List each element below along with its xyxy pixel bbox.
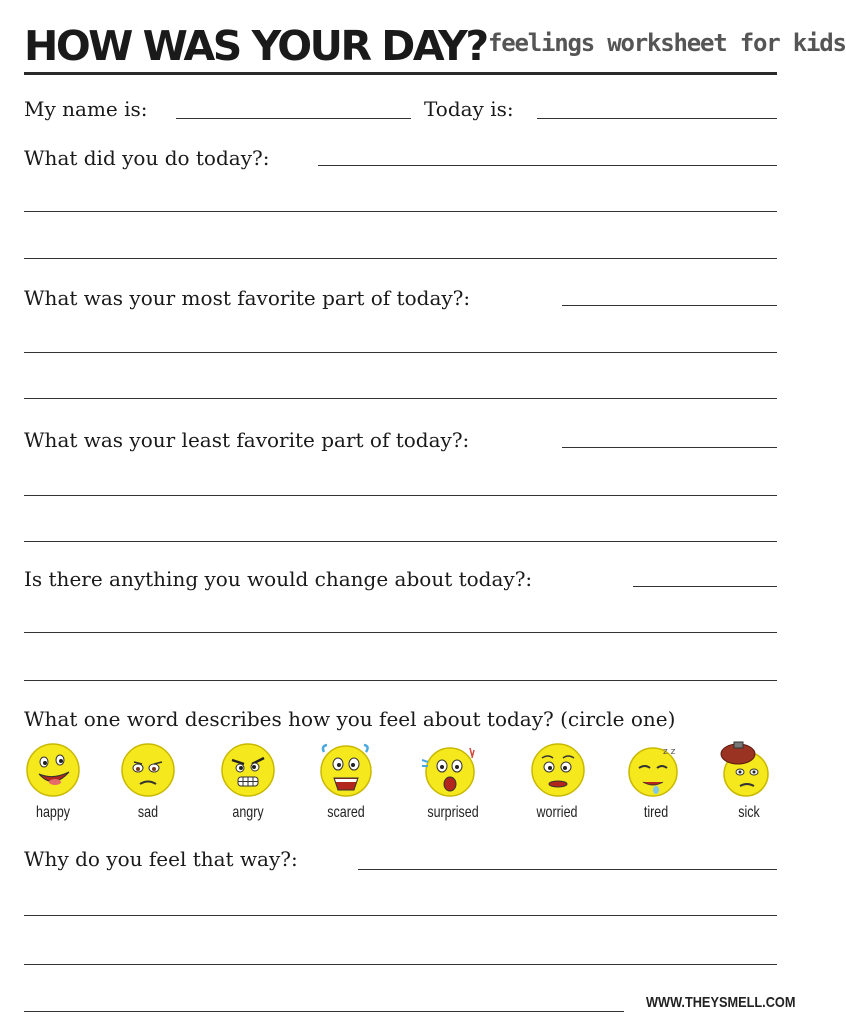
answer-line[interactable]	[633, 586, 777, 587]
feeling-label-tired: tired	[643, 804, 669, 821]
answer-line[interactable]	[562, 447, 777, 448]
answer-line[interactable]	[24, 632, 777, 633]
feeling-label-surprised: surprised	[427, 804, 479, 821]
question-what-did-you-do: What did you do today?:	[24, 146, 270, 170]
scared-face-icon[interactable]	[318, 742, 374, 798]
answer-line[interactable]	[562, 305, 777, 306]
question-why: Why do you feel that way?:	[24, 847, 298, 871]
feeling-label-sad: sad	[137, 804, 159, 821]
tired-face-icon[interactable]	[625, 742, 681, 798]
title-divider	[24, 72, 777, 75]
date-label: Today is:	[424, 97, 514, 121]
angry-face-icon[interactable]	[220, 742, 276, 798]
name-label: My name is:	[24, 97, 148, 121]
answer-line[interactable]	[24, 680, 777, 681]
answer-line[interactable]	[24, 211, 777, 212]
worried-face-icon[interactable]	[530, 742, 586, 798]
answer-line[interactable]	[318, 165, 777, 166]
answer-line[interactable]	[24, 964, 777, 965]
question-least-favorite: What was your least favorite part of today?:	[24, 428, 470, 452]
sad-face-icon[interactable]	[120, 742, 176, 798]
feeling-label-angry: angry	[232, 804, 264, 821]
surprised-face-icon[interactable]	[420, 742, 476, 798]
answer-line[interactable]	[24, 915, 777, 916]
svg-text:z z: z z	[663, 747, 676, 757]
name-line[interactable]	[176, 118, 411, 119]
date-line[interactable]	[537, 118, 777, 119]
sick-face-icon[interactable]	[716, 742, 772, 798]
answer-line[interactable]	[24, 258, 777, 259]
answer-line[interactable]	[24, 495, 777, 496]
happy-face-icon[interactable]	[25, 742, 81, 798]
answer-line[interactable]	[24, 398, 777, 399]
feeling-label-happy: happy	[35, 804, 71, 821]
answer-line[interactable]	[358, 869, 777, 870]
page-title: HOW WAS YOUR DAY?	[24, 22, 487, 70]
feeling-label-worried: worried	[536, 804, 578, 821]
website-url: WWW.THEYSMELL.COM	[646, 994, 796, 1011]
answer-line[interactable]	[24, 541, 777, 542]
page-subtitle: feelings worksheet for kids	[488, 29, 846, 57]
answer-line[interactable]	[24, 352, 777, 353]
answer-line[interactable]	[24, 1011, 624, 1012]
question-one-word: What one word describes how you feel about today? (circle one)	[24, 707, 676, 731]
question-change: Is there anything you would change about today?:	[24, 567, 533, 591]
feeling-label-scared: scared	[327, 804, 365, 821]
question-most-favorite: What was your most favorite part of today?:	[24, 286, 471, 310]
feeling-label-sick: sick	[738, 804, 760, 821]
